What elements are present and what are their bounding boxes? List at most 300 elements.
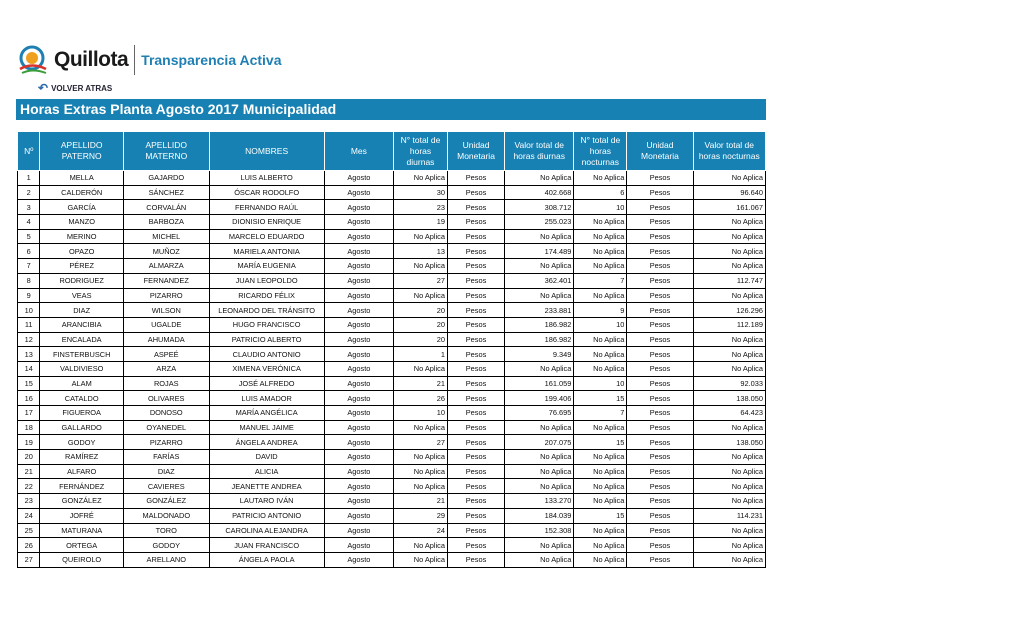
col-unidad-nocturnas-cell: Pesos [627, 523, 693, 538]
table-row [18, 420, 766, 435]
col-unidad-diurnas-cell: Pesos [448, 479, 505, 494]
col-horas-nocturnas-cell: No Aplica [574, 420, 627, 435]
col-apellido-materno-cell: OYANEDEL [123, 420, 209, 435]
col-valor-nocturnas-cell: No Aplica [693, 523, 765, 538]
col-horas-nocturnas-cell: 10 [574, 376, 627, 391]
logo-city-name: Quillota [54, 48, 129, 71]
col-horas-diurnas-cell: 21 [394, 376, 448, 391]
col-number-cell: 24 [18, 508, 40, 523]
col-unidad-nocturnas-cell: Pesos [627, 215, 693, 230]
col-mes-cell: Agosto [324, 347, 393, 362]
col-apellido-materno-cell: MUÑOZ [123, 244, 209, 259]
logo-subtitle: Transparencia Activa [141, 52, 282, 68]
col-horas-diurnas-cell: No Aplica [394, 171, 448, 186]
col-unidad-diurnas-cell: Pesos [448, 288, 505, 303]
col-valor-diurnas-cell: 174.489 [505, 244, 574, 259]
col-horas-diurnas-cell: 20 [394, 317, 448, 332]
col-apellido-materno-cell: PIZARRO [123, 288, 209, 303]
col-valor-diurnas-header: Valor total de horas diurnas [505, 132, 574, 171]
col-mes-cell: Agosto [324, 552, 393, 567]
col-valor-nocturnas-cell: No Aplica [693, 479, 765, 494]
page-title: Horas Extras Planta Agosto 2017 Municipalidad [16, 99, 766, 120]
col-nombres-cell: MARCELO EDUARDO [209, 229, 324, 244]
col-unidad-diurnas-cell: Pesos [448, 229, 505, 244]
col-apellido-paterno-cell: FINSTERBUSCH [40, 347, 124, 362]
col-unidad-diurnas-cell: Pesos [448, 406, 505, 421]
col-apellido-materno-cell: MICHEL [123, 229, 209, 244]
col-horas-nocturnas-cell: No Aplica [574, 361, 627, 376]
col-horas-diurnas-cell: No Aplica [394, 259, 448, 274]
col-number-cell: 15 [18, 376, 40, 391]
table-row [18, 361, 766, 376]
col-nombres-cell: MARÍA EUGENIA [209, 259, 324, 274]
col-unidad-diurnas-cell: Pesos [448, 347, 505, 362]
col-number-cell: 3 [18, 200, 40, 215]
col-horas-nocturnas-cell: No Aplica [574, 523, 627, 538]
col-number-cell: 11 [18, 317, 40, 332]
col-valor-nocturnas-cell: 126.296 [693, 303, 765, 318]
table-row [18, 229, 766, 244]
col-unidad-nocturnas-cell: Pesos [627, 479, 693, 494]
col-apellido-materno-cell: DONOSO [123, 406, 209, 421]
col-horas-diurnas-cell: No Aplica [394, 552, 448, 567]
col-number-cell: 25 [18, 523, 40, 538]
col-horas-diurnas-cell: No Aplica [394, 361, 448, 376]
col-apellido-materno-header: APELLIDO MATERNO [123, 132, 209, 171]
col-valor-diurnas-cell: 186.982 [505, 332, 574, 347]
col-unidad-diurnas-cell: Pesos [448, 273, 505, 288]
col-horas-nocturnas-cell: 15 [574, 435, 627, 450]
col-horas-diurnas-cell: 26 [394, 391, 448, 406]
col-apellido-paterno-cell: ENCALADA [40, 332, 124, 347]
col-unidad-diurnas-cell: Pesos [448, 185, 505, 200]
col-unidad-nocturnas-cell: Pesos [627, 494, 693, 509]
col-horas-nocturnas-cell: No Aplica [574, 171, 627, 186]
col-nombres-cell: HUGO FRANCISCO [209, 317, 324, 332]
col-mes-cell: Agosto [324, 376, 393, 391]
col-number-cell: 16 [18, 391, 40, 406]
col-unidad-nocturnas-header: Unidad Monetaria [627, 132, 693, 171]
col-valor-nocturnas-cell: No Aplica [693, 552, 765, 567]
col-number-cell: 5 [18, 229, 40, 244]
col-apellido-materno-cell: ASPEÉ [123, 347, 209, 362]
col-mes-cell: Agosto [324, 171, 393, 186]
table-row [18, 317, 766, 332]
col-apellido-materno-cell: OLIVARES [123, 391, 209, 406]
col-mes-cell: Agosto [324, 435, 393, 450]
col-apellido-materno-cell: FARÍAS [123, 450, 209, 465]
col-unidad-nocturnas-cell: Pesos [627, 391, 693, 406]
table-row [18, 273, 766, 288]
col-nombres-cell: ÁNGELA ANDREA [209, 435, 324, 450]
col-number-cell: 4 [18, 215, 40, 230]
col-unidad-diurnas-cell: Pesos [448, 244, 505, 259]
col-nombres-cell: LUIS AMADOR [209, 391, 324, 406]
col-mes-cell: Agosto [324, 244, 393, 259]
table-row [18, 538, 766, 553]
col-unidad-diurnas-cell: Pesos [448, 523, 505, 538]
col-number-cell: 1 [18, 171, 40, 186]
col-unidad-nocturnas-cell: Pesos [627, 229, 693, 244]
col-horas-diurnas-cell: 20 [394, 303, 448, 318]
col-apellido-paterno-cell: ALAM [40, 376, 124, 391]
col-valor-nocturnas-cell: No Aplica [693, 229, 765, 244]
col-apellido-materno-cell: DIAZ [123, 464, 209, 479]
table-row [18, 479, 766, 494]
col-valor-nocturnas-cell: 64.423 [693, 406, 765, 421]
col-valor-diurnas-cell: 184.039 [505, 508, 574, 523]
col-horas-nocturnas-cell: No Aplica [574, 552, 627, 567]
col-number-cell: 2 [18, 185, 40, 200]
col-number-cell: 7 [18, 259, 40, 274]
col-apellido-paterno-cell: OPAZO [40, 244, 124, 259]
col-horas-diurnas-cell: No Aplica [394, 420, 448, 435]
col-number-cell: 20 [18, 450, 40, 465]
col-valor-nocturnas-cell: No Aplica [693, 361, 765, 376]
col-apellido-materno-cell: AHUMADA [123, 332, 209, 347]
col-valor-diurnas-cell: 255.023 [505, 215, 574, 230]
col-valor-nocturnas-cell: 114.231 [693, 508, 765, 523]
col-unidad-nocturnas-cell: Pesos [627, 244, 693, 259]
col-horas-diurnas-cell: 27 [394, 435, 448, 450]
col-number-cell: 9 [18, 288, 40, 303]
col-horas-nocturnas-cell: 6 [574, 185, 627, 200]
col-apellido-materno-cell: CAVIERES [123, 479, 209, 494]
col-valor-diurnas-cell: No Aplica [505, 288, 574, 303]
col-nombres-cell: DIONISIO ENRIQUE [209, 215, 324, 230]
col-valor-nocturnas-cell: No Aplica [693, 288, 765, 303]
overtime-table [17, 131, 766, 568]
col-unidad-diurnas-cell: Pesos [448, 317, 505, 332]
col-number-cell: 21 [18, 464, 40, 479]
col-valor-diurnas-cell: 152.308 [505, 523, 574, 538]
col-apellido-paterno-cell: ALFARO [40, 464, 124, 479]
quillota-logo [16, 38, 282, 82]
col-nombres-cell: ÓSCAR RODOLFO [209, 185, 324, 200]
col-mes-header: Mes [324, 132, 393, 171]
logo-divider [134, 45, 135, 75]
col-apellido-paterno-cell: GONZÁLEZ [40, 494, 124, 509]
col-apellido-paterno-cell: GODOY [40, 435, 124, 450]
col-horas-nocturnas-cell: 10 [574, 200, 627, 215]
col-unidad-diurnas-cell: Pesos [448, 552, 505, 567]
col-valor-nocturnas-cell: No Aplica [693, 332, 765, 347]
col-valor-diurnas-cell: No Aplica [505, 538, 574, 553]
table-row [18, 376, 766, 391]
col-unidad-nocturnas-cell: Pesos [627, 450, 693, 465]
col-valor-diurnas-cell: 233.881 [505, 303, 574, 318]
col-horas-nocturnas-cell: No Aplica [574, 494, 627, 509]
col-horas-nocturnas-cell: 7 [574, 406, 627, 421]
col-horas-nocturnas-cell: No Aplica [574, 464, 627, 479]
col-valor-nocturnas-cell: 92.033 [693, 376, 765, 391]
table-row [18, 435, 766, 450]
col-unidad-nocturnas-cell: Pesos [627, 317, 693, 332]
col-number-cell: 22 [18, 479, 40, 494]
col-nombres-cell: RICARDO FÉLIX [209, 288, 324, 303]
col-unidad-nocturnas-cell: Pesos [627, 347, 693, 362]
col-unidad-nocturnas-cell: Pesos [627, 376, 693, 391]
col-nombres-cell: DAVID [209, 450, 324, 465]
col-horas-nocturnas-cell: No Aplica [574, 259, 627, 274]
col-mes-cell: Agosto [324, 303, 393, 318]
col-valor-diurnas-cell: 9.349 [505, 347, 574, 362]
col-apellido-materno-cell: CORVALÁN [123, 200, 209, 215]
col-number-cell: 13 [18, 347, 40, 362]
col-nombres-cell: JUAN FRANCISCO [209, 538, 324, 553]
table-row [18, 288, 766, 303]
col-valor-nocturnas-cell: No Aplica [693, 259, 765, 274]
col-valor-nocturnas-cell: No Aplica [693, 244, 765, 259]
col-unidad-nocturnas-cell: Pesos [627, 303, 693, 318]
col-mes-cell: Agosto [324, 523, 393, 538]
col-mes-cell: Agosto [324, 273, 393, 288]
col-mes-cell: Agosto [324, 259, 393, 274]
col-horas-diurnas-cell: 19 [394, 215, 448, 230]
col-apellido-materno-cell: FERNANDEZ [123, 273, 209, 288]
col-unidad-diurnas-cell: Pesos [448, 435, 505, 450]
col-horas-nocturnas-cell: No Aplica [574, 229, 627, 244]
col-horas-nocturnas-cell: 10 [574, 317, 627, 332]
col-nombres-cell: MANUEL JAIME [209, 420, 324, 435]
col-nombres-cell: FERNANDO RAÚL [209, 200, 324, 215]
table-row [18, 303, 766, 318]
col-number-cell: 27 [18, 552, 40, 567]
col-number-cell: 19 [18, 435, 40, 450]
col-apellido-materno-cell: TORO [123, 523, 209, 538]
col-number-cell: 23 [18, 494, 40, 509]
col-apellido-paterno-cell: GARCÍA [40, 200, 124, 215]
col-valor-diurnas-cell: No Aplica [505, 259, 574, 274]
col-apellido-materno-cell: BARBOZA [123, 215, 209, 230]
col-mes-cell: Agosto [324, 508, 393, 523]
col-valor-diurnas-cell: No Aplica [505, 450, 574, 465]
col-horas-diurnas-cell: No Aplica [394, 479, 448, 494]
col-apellido-materno-cell: UGALDE [123, 317, 209, 332]
col-valor-diurnas-cell: No Aplica [505, 420, 574, 435]
table-row [18, 332, 766, 347]
table-row [18, 464, 766, 479]
back-button[interactable] [38, 82, 112, 94]
col-valor-nocturnas-cell: 138.050 [693, 435, 765, 450]
col-horas-diurnas-cell: 20 [394, 332, 448, 347]
col-number-cell: 12 [18, 332, 40, 347]
col-valor-diurnas-cell: 199.406 [505, 391, 574, 406]
col-valor-diurnas-cell: No Aplica [505, 479, 574, 494]
col-horas-nocturnas-cell: No Aplica [574, 479, 627, 494]
col-mes-cell: Agosto [324, 464, 393, 479]
col-apellido-paterno-cell: MELLA [40, 171, 124, 186]
col-number-cell: 17 [18, 406, 40, 421]
col-valor-diurnas-cell: 207.075 [505, 435, 574, 450]
col-unidad-diurnas-cell: Pesos [448, 494, 505, 509]
col-horas-nocturnas-cell: No Aplica [574, 288, 627, 303]
col-apellido-materno-cell: ALMARZA [123, 259, 209, 274]
col-unidad-nocturnas-cell: Pesos [627, 200, 693, 215]
col-horas-nocturnas-header: N° total de horas nocturnas [574, 132, 627, 171]
table-row [18, 391, 766, 406]
col-horas-diurnas-cell: No Aplica [394, 229, 448, 244]
col-unidad-diurnas-cell: Pesos [448, 450, 505, 465]
col-nombres-cell: JUAN LEOPOLDO [209, 273, 324, 288]
back-label: VOLVER ATRAS [51, 83, 113, 93]
table-row [18, 508, 766, 523]
col-unidad-nocturnas-cell: Pesos [627, 538, 693, 553]
col-unidad-nocturnas-cell: Pesos [627, 171, 693, 186]
col-apellido-materno-cell: ARZA [123, 361, 209, 376]
table-row [18, 523, 766, 538]
table-row [18, 200, 766, 215]
col-nombres-cell: XIMENA VERÓNICA [209, 361, 324, 376]
col-valor-diurnas-cell: No Aplica [505, 361, 574, 376]
col-mes-cell: Agosto [324, 479, 393, 494]
col-unidad-diurnas-cell: Pesos [448, 303, 505, 318]
col-unidad-diurnas-cell: Pesos [448, 215, 505, 230]
municipal-emblem-icon [16, 42, 52, 78]
col-unidad-nocturnas-cell: Pesos [627, 259, 693, 274]
col-nombres-cell: JEANETTE ANDREA [209, 479, 324, 494]
col-unidad-diurnas-cell: Pesos [448, 391, 505, 406]
col-horas-nocturnas-cell: 15 [574, 508, 627, 523]
col-apellido-paterno-cell: CALDERÓN [40, 185, 124, 200]
col-apellido-paterno-cell: DIAZ [40, 303, 124, 318]
col-valor-nocturnas-cell: 112.189 [693, 317, 765, 332]
col-horas-diurnas-cell: 29 [394, 508, 448, 523]
col-valor-diurnas-cell: 402.668 [505, 185, 574, 200]
col-horas-nocturnas-cell: 9 [574, 303, 627, 318]
col-unidad-diurnas-cell: Pesos [448, 376, 505, 391]
col-horas-diurnas-header: N° total de horas diurnas [394, 132, 448, 171]
col-mes-cell: Agosto [324, 361, 393, 376]
col-unidad-nocturnas-cell: Pesos [627, 288, 693, 303]
col-nombres-cell: LEONARDO DEL TRÁNSITO [209, 303, 324, 318]
col-unidad-diurnas-cell: Pesos [448, 200, 505, 215]
table-row [18, 171, 766, 186]
col-horas-diurnas-cell: 24 [394, 523, 448, 538]
col-horas-nocturnas-cell: 7 [574, 273, 627, 288]
col-number-cell: 18 [18, 420, 40, 435]
col-nombres-cell: PATRICIO ANTONIO [209, 508, 324, 523]
col-nombres-cell: LUIS ALBERTO [209, 171, 324, 186]
col-nombres-header: NOMBRES [209, 132, 324, 171]
col-nombres-cell: ALICIA [209, 464, 324, 479]
col-unidad-nocturnas-cell: Pesos [627, 332, 693, 347]
col-apellido-paterno-cell: RODRIGUEZ [40, 273, 124, 288]
back-arrow-icon: ↶ [38, 81, 49, 95]
table-row [18, 185, 766, 200]
col-valor-nocturnas-cell: No Aplica [693, 215, 765, 230]
col-horas-nocturnas-cell: No Aplica [574, 332, 627, 347]
col-mes-cell: Agosto [324, 200, 393, 215]
col-unidad-nocturnas-cell: Pesos [627, 361, 693, 376]
col-number-cell: 26 [18, 538, 40, 553]
col-apellido-paterno-cell: ORTEGA [40, 538, 124, 553]
col-unidad-nocturnas-cell: Pesos [627, 435, 693, 450]
col-horas-diurnas-cell: 21 [394, 494, 448, 509]
col-valor-diurnas-cell: 308.712 [505, 200, 574, 215]
col-valor-diurnas-cell: No Aplica [505, 552, 574, 567]
col-apellido-paterno-cell: ARANCIBIA [40, 317, 124, 332]
col-apellido-materno-cell: GODOY [123, 538, 209, 553]
col-mes-cell: Agosto [324, 229, 393, 244]
col-valor-diurnas-cell: 76.695 [505, 406, 574, 421]
col-unidad-diurnas-cell: Pesos [448, 259, 505, 274]
col-mes-cell: Agosto [324, 317, 393, 332]
col-nombres-cell: MARÍA ANGÉLICA [209, 406, 324, 421]
col-number-header: Nº [18, 132, 40, 171]
col-horas-diurnas-cell: No Aplica [394, 288, 448, 303]
col-unidad-diurnas-cell: Pesos [448, 538, 505, 553]
col-unidad-diurnas-header: Unidad Monetaria [448, 132, 505, 171]
col-horas-nocturnas-cell: No Aplica [574, 538, 627, 553]
col-valor-nocturnas-header: Valor total de horas nocturnas [693, 132, 765, 171]
col-mes-cell: Agosto [324, 332, 393, 347]
col-mes-cell: Agosto [324, 494, 393, 509]
col-mes-cell: Agosto [324, 538, 393, 553]
col-unidad-nocturnas-cell: Pesos [627, 552, 693, 567]
col-unidad-nocturnas-cell: Pesos [627, 420, 693, 435]
col-mes-cell: Agosto [324, 288, 393, 303]
col-nombres-cell: CAROLINA ALEJANDRA [209, 523, 324, 538]
col-apellido-paterno-cell: RAMÍREZ [40, 450, 124, 465]
col-horas-nocturnas-cell: No Aplica [574, 347, 627, 362]
table-row [18, 215, 766, 230]
col-valor-nocturnas-cell: No Aplica [693, 494, 765, 509]
col-apellido-paterno-header: APELLIDO PATERNO [40, 132, 124, 171]
col-apellido-materno-cell: WILSON [123, 303, 209, 318]
col-mes-cell: Agosto [324, 185, 393, 200]
col-valor-diurnas-cell: 161.059 [505, 376, 574, 391]
col-horas-diurnas-cell: 23 [394, 200, 448, 215]
col-apellido-paterno-cell: VEAS [40, 288, 124, 303]
col-valor-nocturnas-cell: 161.067 [693, 200, 765, 215]
col-horas-diurnas-cell: No Aplica [394, 538, 448, 553]
col-horas-diurnas-cell: 27 [394, 273, 448, 288]
col-apellido-materno-cell: PIZARRO [123, 435, 209, 450]
col-apellido-materno-cell: MALDONADO [123, 508, 209, 523]
col-unidad-diurnas-cell: Pesos [448, 508, 505, 523]
col-valor-nocturnas-cell: No Aplica [693, 171, 765, 186]
col-unidad-diurnas-cell: Pesos [448, 171, 505, 186]
col-horas-nocturnas-cell: 15 [574, 391, 627, 406]
col-horas-nocturnas-cell: No Aplica [574, 215, 627, 230]
col-valor-nocturnas-cell: 112.747 [693, 273, 765, 288]
col-mes-cell: Agosto [324, 391, 393, 406]
col-unidad-diurnas-cell: Pesos [448, 464, 505, 479]
col-apellido-paterno-cell: FIGUEROA [40, 406, 124, 421]
col-horas-diurnas-cell: 1 [394, 347, 448, 362]
col-apellido-paterno-cell: CATALDO [40, 391, 124, 406]
table-row [18, 406, 766, 421]
col-apellido-paterno-cell: PÉREZ [40, 259, 124, 274]
col-mes-cell: Agosto [324, 215, 393, 230]
col-nombres-cell: PATRICIO ALBERTO [209, 332, 324, 347]
col-valor-diurnas-cell: 133.270 [505, 494, 574, 509]
col-unidad-nocturnas-cell: Pesos [627, 185, 693, 200]
table-row [18, 552, 766, 567]
col-valor-nocturnas-cell: No Aplica [693, 538, 765, 553]
table-body [18, 171, 766, 568]
col-apellido-paterno-cell: VALDIVIESO [40, 361, 124, 376]
col-apellido-paterno-cell: GALLARDO [40, 420, 124, 435]
col-number-cell: 10 [18, 303, 40, 318]
col-horas-diurnas-cell: No Aplica [394, 450, 448, 465]
col-horas-diurnas-cell: 10 [394, 406, 448, 421]
col-number-cell: 6 [18, 244, 40, 259]
col-unidad-nocturnas-cell: Pesos [627, 508, 693, 523]
col-horas-diurnas-cell: 13 [394, 244, 448, 259]
col-horas-diurnas-cell: No Aplica [394, 464, 448, 479]
